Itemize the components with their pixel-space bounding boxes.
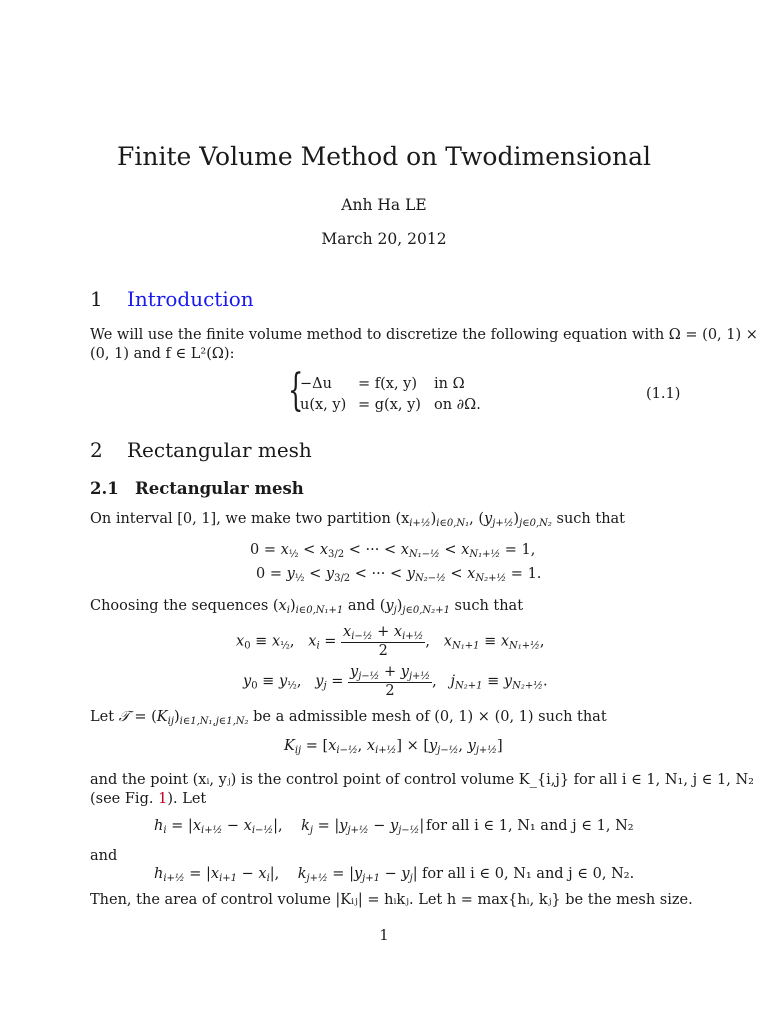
let-paragraph: Let 𝒯 = $(K_{ij})_{i\in 1,N_1,j\in 1,N_2}$ be a admissible mesh of (0, 1) × (0, 1) such that: [90, 709, 607, 727]
control-volume-equation: $K_{ij} = [x_{i-\frac{1}{2}}$, $x_{i+\frac{1}{2}}] \times [y_{j-\frac{1}{2}}$, $y_{j+\frac{1}{2}}$]: [284, 738, 503, 756]
eq-row1-cond: in Ω: [434, 376, 465, 392]
section-number: 1: [90, 287, 103, 311]
eq-row1-lhs: −Δu: [300, 376, 332, 392]
paper-author: Anh Ha LE: [341, 196, 427, 214]
section-title: Rectangular mesh: [127, 438, 312, 462]
section-title-link[interactable]: Introduction: [127, 287, 254, 311]
let-text: Let: [90, 709, 115, 725]
let-text-end: be a admissible mesh of (0, 1) × (0, 1) such that: [253, 709, 607, 725]
intro-paragraph-line-1: We will use the finite volume method to discretize the following equation with Ω = (0, 1) ×: [90, 327, 758, 343]
control-text: (see Fig.: [90, 791, 159, 807]
partition-paragraph: On interval [0, 1], we make two partition $(x_{i+\frac{1}{2}})_{i\in 0,N_1}$, $(y_{j+\frac{1}{2}})_{j\in 0,N_2}$ such that: [90, 511, 626, 529]
subsection-heading[interactable]: [90, 479, 304, 498]
subsection-title: Rectangular mesh: [135, 479, 304, 498]
paper-title: Finite Volume Method on Twodimensional: [117, 142, 651, 171]
control-text-end: ). Let: [167, 791, 207, 807]
page-number: 1: [379, 928, 389, 944]
sequence-y-equation: $y_0 \equiv y_{\frac{1}{2}}$, $y_j$ = $\frac{y_{j-\frac{1}{2}} + y_{j+\frac{1}{2}}}{2}$ , $j_{N_2+1} \equiv y_{N_2+\frac{1}{2}}$.: [243, 664, 548, 699]
for-all-condition-1: for all i ∈ 1, N₁ and j ∈ 1, N₂: [426, 818, 634, 834]
partition-equation-1: $0 = x_{\frac{1}{2}} < x_{3/2}$ < ··· < $x_{N_1-\frac{1}{2}} < x_{N_1+\frac{1}{2}} = 1$,: [250, 542, 536, 560]
subsection-number: 2.1: [90, 479, 119, 498]
dual-step-equation: $h_{i+\frac{1}{2}} = |x_{i+1} - x_i|$, $k_{j+\frac{1}{2}} = |y_{j+1} - y_j|$: [154, 866, 418, 884]
control-point-line-1: and the point (xᵢ, yⱼ) is the control point of control volume K_{i,j} for all i ∈ 1, N₁, j ∈ 1, N₂: [90, 772, 754, 788]
control-point-line-2: [90, 790, 206, 809]
choosing-text: Choosing the sequences: [90, 598, 269, 614]
paper-date: March 20, 2012: [321, 230, 447, 248]
and-text: and: [90, 848, 118, 864]
section-heading-introduction[interactable]: [90, 287, 254, 311]
partition-text: On interval [0, 1], we make two partition (x: [90, 511, 410, 527]
choosing-text-end: such that: [454, 598, 524, 614]
intro-paragraph-line-2: (0, 1) and f ∈ L²(Ω):: [90, 346, 235, 362]
for-all-condition-2: for all i ∈ 0, N₁ and j ∈ 0, N₂.: [422, 866, 635, 882]
equation-label: (1.1): [646, 386, 681, 402]
cases-brace: {: [288, 365, 304, 416]
partition-text-end: such that: [556, 511, 626, 527]
eq-row2-cond: on ∂Ω.: [434, 397, 481, 413]
section-number: 2: [90, 438, 103, 462]
choosing-paragraph: Choosing the sequences $(x_i)_{i\in 0,N_1+1}$ and $(y_j)_{j\in 0,N_2+1}$ such that: [90, 598, 524, 616]
sequence-x-equation: $x_0 \equiv x_{\frac{1}{2}}$, $x_i$ = $\frac{x_{i-\frac{1}{2}} + x_{i+\frac{1}{2}}}{2}$ , $x_{N_1+1} \equiv x_{N_1+\frac{1}{2}}$,: [236, 624, 545, 659]
eq-row2-lhs: u(x, y): [300, 397, 347, 413]
area-paragraph: Then, the area of control volume |Kᵢⱼ| = hᵢkⱼ. Let h = max{hᵢ, kⱼ} be the mesh size.: [90, 892, 693, 908]
section-heading-rectangular-mesh[interactable]: [90, 438, 312, 462]
mesh-step-equation: $h_i = |x_{i+\frac{1}{2}} - x_{i-\frac{1}{2}}|$, $k_j = |y_{j+\frac{1}{2}} - y_{j-\frac{1}{2}}|$: [154, 818, 425, 836]
figure-reference-link[interactable]: 1: [158, 791, 168, 807]
eq-row1-rhs: = f(x, y): [358, 376, 418, 392]
partition-equation-2: $0 = y_{\frac{1}{2}} < y_{3/2}$ < ··· < $y_{N_2-\frac{1}{2}} < x_{N_2+\frac{1}{2}} = 1$.: [256, 566, 542, 584]
eq-row2-rhs: = g(x, y): [358, 397, 421, 413]
